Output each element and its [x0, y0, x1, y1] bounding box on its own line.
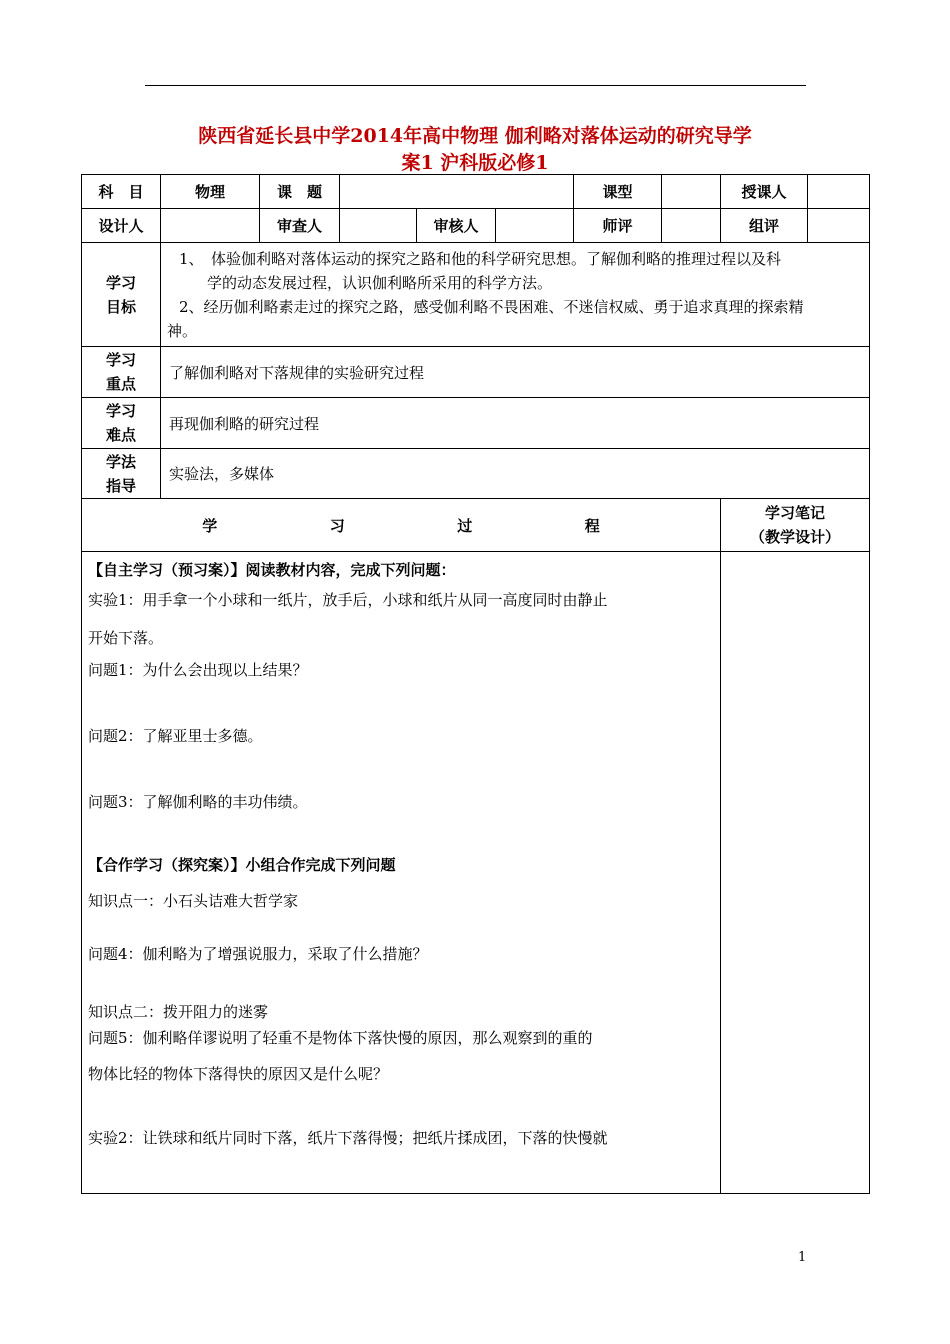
teacher-label: 授课人 [721, 175, 808, 209]
doc-title-line1: 陕西省延长县中学2014年高中物理 伽利略对落体运动的研究导学 [198, 125, 752, 147]
group-label: 组评 [721, 209, 808, 243]
auditor-value[interactable] [496, 209, 574, 243]
reviewer-label: 审查人 [260, 209, 340, 243]
notes-area[interactable] [721, 552, 870, 1194]
designer-value[interactable] [161, 209, 260, 243]
method-content: 实验法，多媒体 [161, 449, 870, 499]
designer-label: 设计人 [82, 209, 161, 243]
goal-2-line-b: 神。 [167, 321, 198, 340]
experiment-1-line-a: 实验1：用手拿一个小球和一纸片，放手后，小球和纸片从同一高度同时由静止 [88, 591, 608, 609]
question-1: 问题1：为什么会出现以上结果？ [88, 661, 308, 679]
knowledge-point-2: 知识点二：拨开阻力的迷雾 [88, 1003, 269, 1021]
reviewer-value[interactable] [340, 209, 417, 243]
focus-label: 学习 重点 [82, 347, 161, 398]
process-header-row [82, 499, 870, 552]
method-label: 学法 指导 [82, 449, 161, 499]
header-row-2 [82, 209, 870, 243]
doc-title-line2: 案1 沪科版必修1 [401, 152, 549, 174]
subject-label: 科 目 [82, 175, 161, 209]
method-row [82, 449, 870, 499]
process-content [82, 552, 721, 1194]
type-value[interactable] [662, 175, 721, 209]
subject-value: 物理 [161, 175, 260, 209]
lesson-plan-table [81, 174, 870, 1194]
difficulty-row [82, 398, 870, 449]
question-3: 问题3：了解伽利略的丰功伟绩。 [88, 793, 308, 811]
notes-header: 学习笔记 （教学设计） [721, 499, 870, 552]
goals-row [82, 243, 870, 347]
cooperative-heading: 【合作学习（探究案）】小组合作完成下列问题 [88, 856, 396, 874]
experiment-2: 实验2：让铁球和纸片同时下落，纸片下落得慢；把纸片揉成团，下落的快慢就 [88, 1129, 608, 1147]
goals-content [161, 243, 870, 347]
question-2: 问题2：了解亚里士多德。 [88, 727, 263, 745]
group-value[interactable] [808, 209, 870, 243]
page-number: 1 [798, 1250, 807, 1265]
question-4: 问题4：伽利略为了增强说服力，采取了什么措施？ [88, 945, 428, 963]
question-5-line-b: 物体比轻的物体下落得快的原因又是什么呢？ [88, 1065, 389, 1083]
header-row-1 [82, 175, 870, 209]
teacher-value[interactable] [808, 175, 870, 209]
type-label: 课型 [574, 175, 662, 209]
focus-content: 了解伽利略对下落规律的实验研究过程 [161, 347, 870, 398]
process-row [82, 552, 870, 1194]
difficulty-content: 再现伽利略的研究过程 [161, 398, 870, 449]
auditor-label: 审核人 [417, 209, 496, 243]
difficulty-label: 学习 难点 [82, 398, 161, 449]
focus-row [82, 347, 870, 398]
goal-1-line-b: 学的动态发展过程，认识伽利略所采用的科学方法。 [207, 273, 553, 292]
process-header: 学 习 过 程 [82, 499, 721, 552]
header-rule [145, 85, 806, 86]
mentor-label: 师评 [574, 209, 662, 243]
goal-1-line-a: 1、 体验伽利略对落体运动的探究之路和他的科学研究思想。了解伽利略的推理过程以及科 [179, 249, 782, 268]
goals-label: 学习 目标 [82, 243, 161, 347]
knowledge-point-1: 知识点一：小石头诘难大哲学家 [88, 892, 299, 910]
topic-label: 课 题 [260, 175, 340, 209]
question-5-line-a: 问题5：伽利略佯谬说明了轻重不是物体下落快慢的原因，那么观察到的重的 [88, 1029, 593, 1047]
experiment-1-line-b: 开始下落。 [88, 629, 164, 647]
goal-2-line-a: 2、经历伽利略素走过的探究之路，感受伽利略不畏困难、不迷信权威、勇于追求真理的探索精 [179, 297, 804, 316]
topic-value[interactable] [340, 175, 574, 209]
mentor-value[interactable] [662, 209, 721, 243]
self-study-heading: 【自主学习（预习案）】阅读教材内容，完成下列问题： [88, 561, 456, 579]
